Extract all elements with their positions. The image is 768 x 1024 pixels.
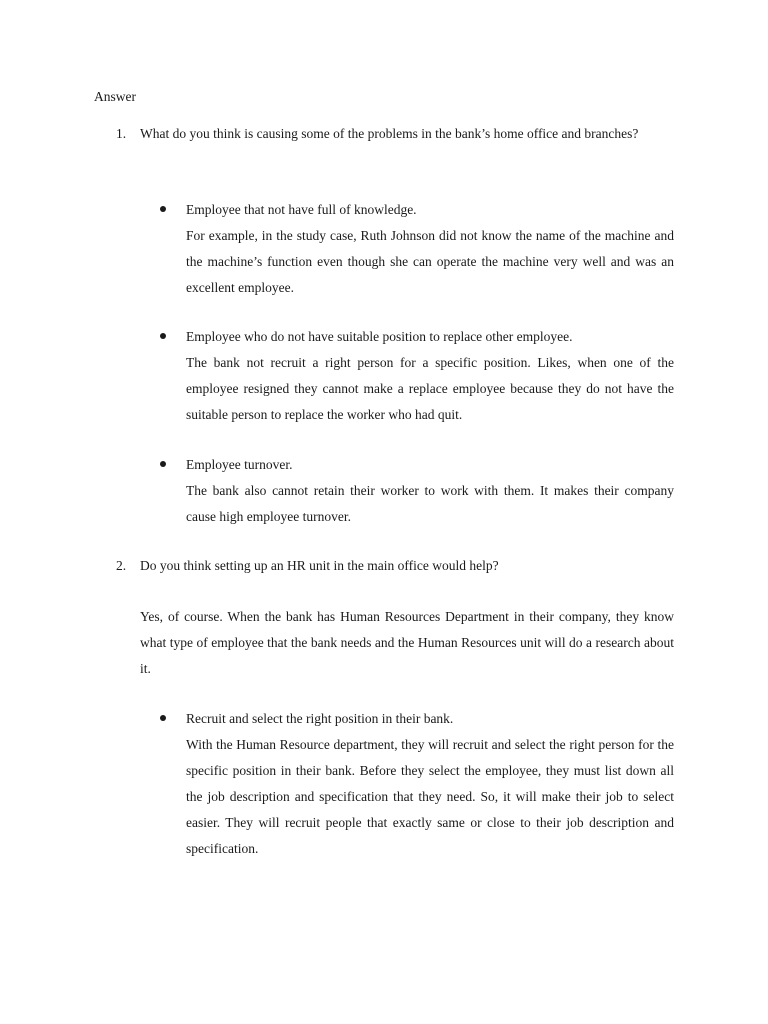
question-1-number: 1.: [116, 126, 127, 141]
q1-bullet-3: [160, 452, 674, 530]
question-1: [116, 121, 674, 147]
question-2-answer: Yes, of course. When the bank has Human Resources Department in their company, they know what type of employee that the bank needs and the Human Resources unit will do a research about it.: [140, 609, 674, 676]
q1-bullet-1: [160, 197, 674, 301]
bullet-icon: [160, 333, 166, 339]
answer-heading: Answer: [94, 89, 136, 104]
q1-bullet-3-title: Employee turnover.: [186, 457, 293, 472]
q1-bullet-3-body: The bank also cannot retain their worker to work with them. It makes their company cause high employee turnover.: [186, 483, 674, 524]
q2-bullet-1: [160, 706, 674, 862]
q2-bullet-1-title: Recruit and select the right position in their bank.: [186, 711, 454, 726]
q1-bullet-2-body: The bank not recruit a right person for a specific position. Likes, when one of the employee resigned they cannot make a replace employee because they do not have the suitable person to replace the worker who had quit.: [186, 355, 674, 422]
q1-bullet-1-body: For example, in the study case, Ruth Johnson did not know the name of the machine and the machine’s function even though she can operate the machine very well and was an excellent employee.: [186, 228, 674, 295]
question-1-text: What do you think is causing some of the problems in the bank’s home office and branches?: [140, 126, 639, 141]
q1-bullet-2-title: Employee who do not have suitable position to replace other employee.: [186, 329, 573, 344]
bullet-icon: [160, 206, 166, 212]
q1-bullet-2: [160, 324, 674, 428]
question-2-number: 2.: [116, 558, 127, 573]
bullet-icon: [160, 715, 166, 721]
bullet-icon: [160, 461, 166, 467]
q2-bullet-1-body: With the Human Resource department, they will recruit and select the right person for the specific position in their bank. Before they select the employee, they must list down all the job description and specification that they need. So, it will make their job to select easier. They will recruit people that exactly same or close to their job description and specification.: [186, 737, 674, 856]
question-2-text: Do you think setting up an HR unit in the main office would help?: [140, 558, 499, 573]
q1-bullet-1-title: Employee that not have full of knowledge.: [186, 202, 417, 217]
question-2: [116, 553, 674, 579]
